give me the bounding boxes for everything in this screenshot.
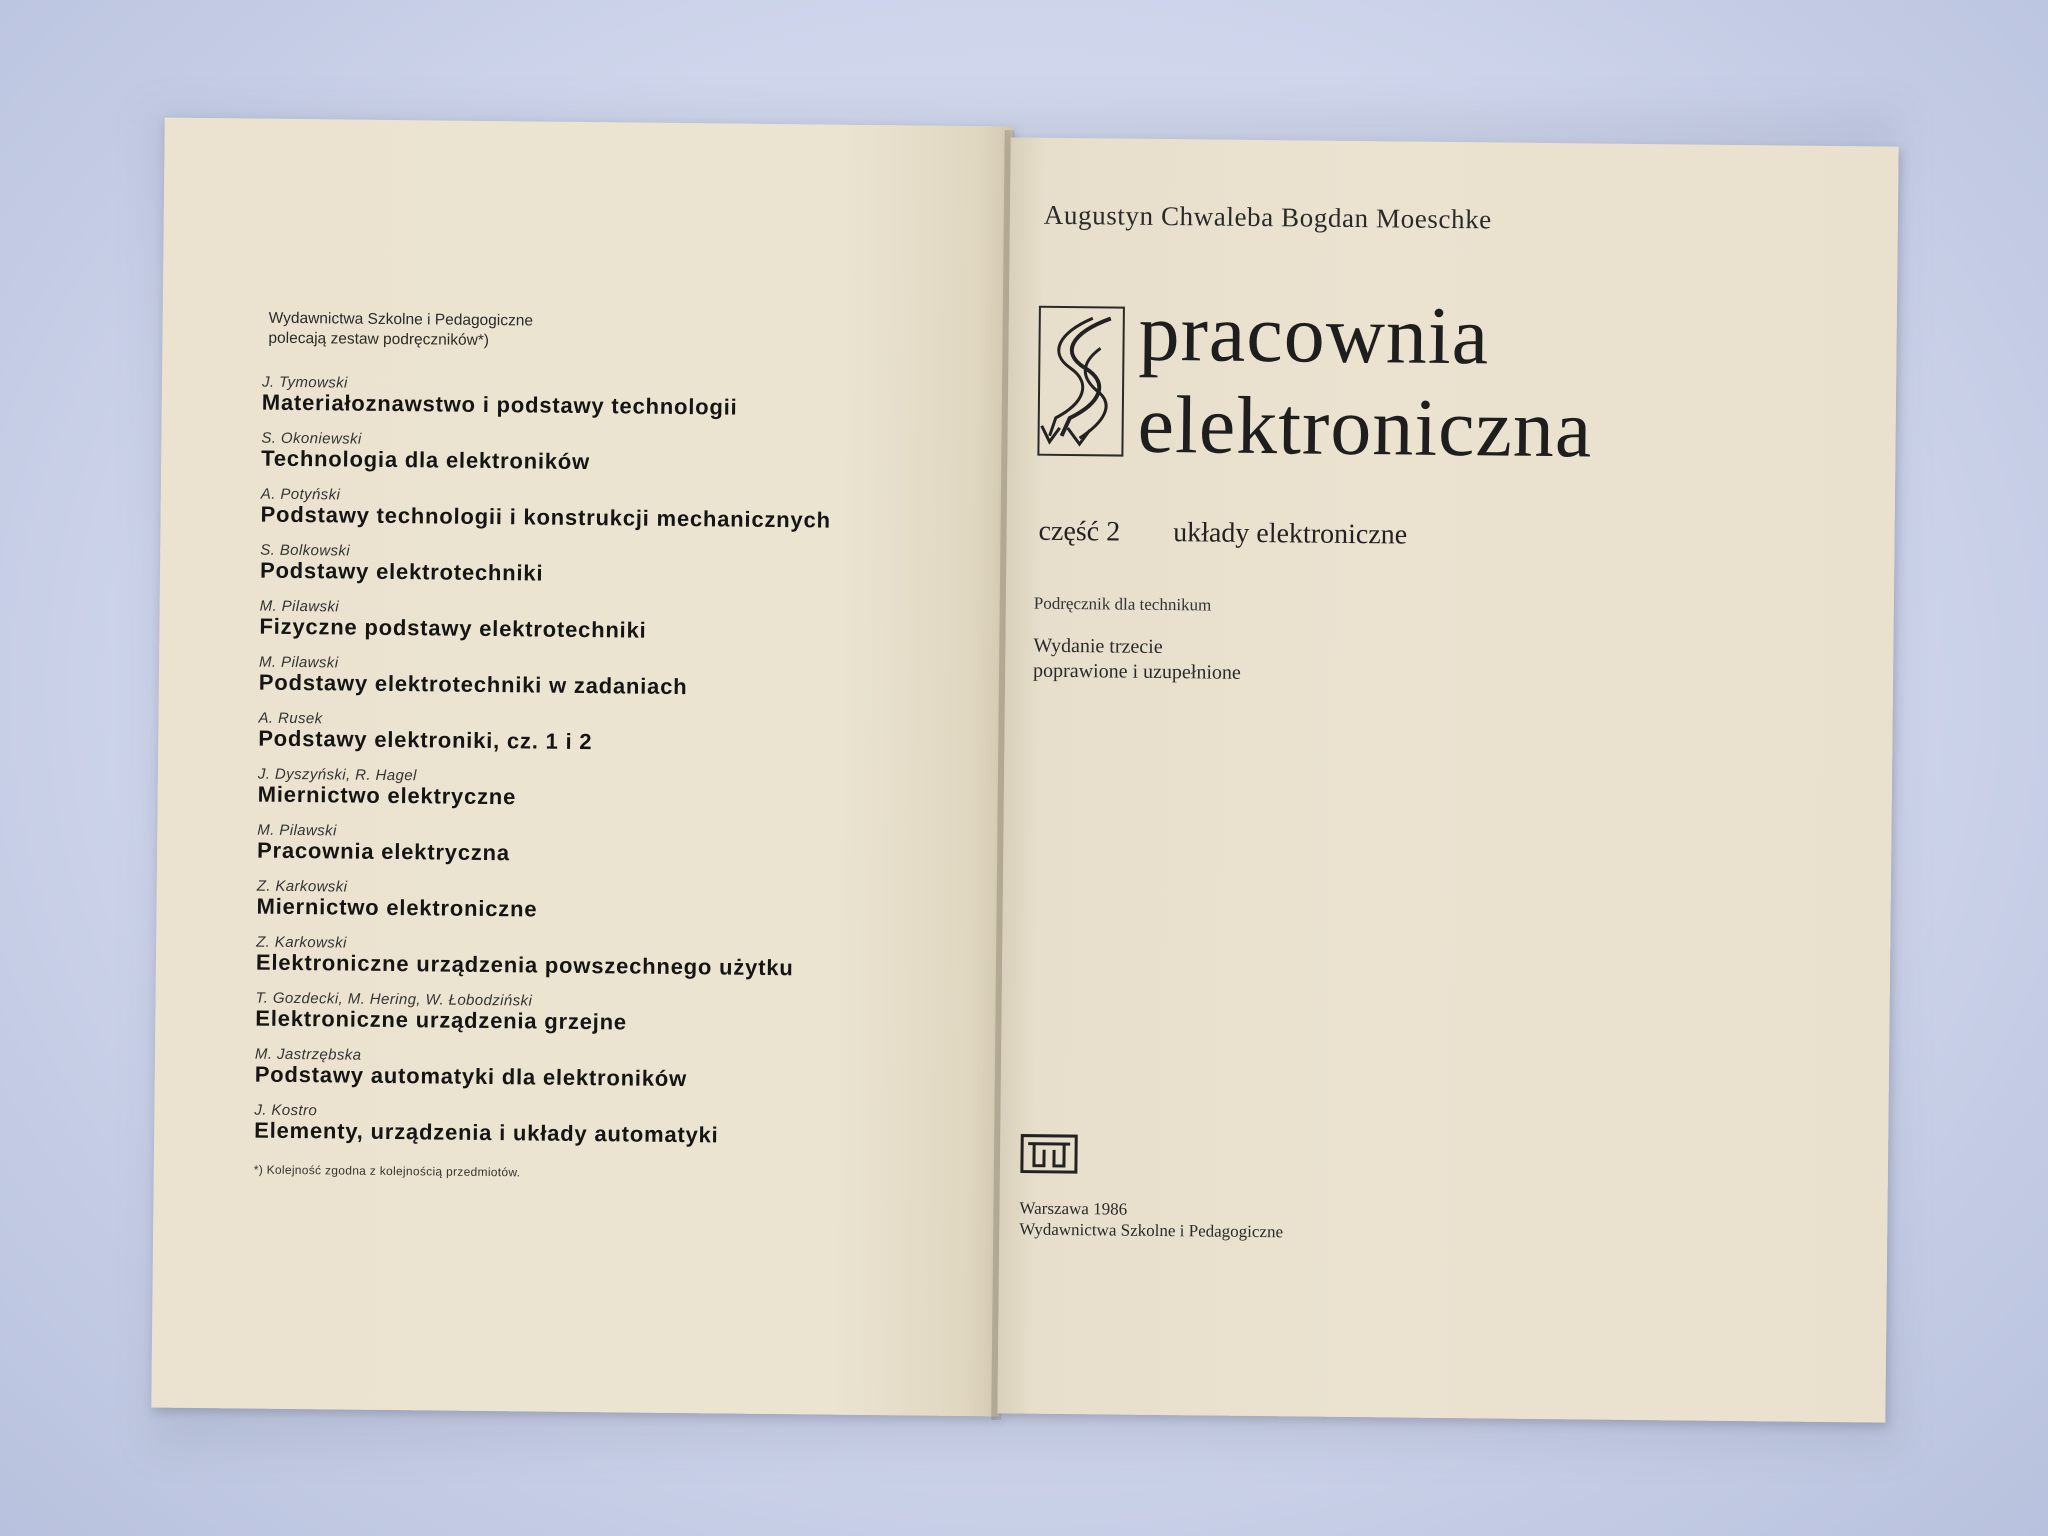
book-list [254,375,982,1150]
book-entry-author: Z. Karkowski [256,877,348,896]
intro-line: polecają zestaw podręczników*) [268,329,490,350]
title-line: elektroniczna [1137,378,1593,475]
wsip-book-logo-icon [1020,1134,1078,1175]
right-page [997,137,1898,1422]
book-entry [257,823,977,871]
publisher-intro [268,309,982,356]
intro-line: Wydawnictwa Szkolne i Pedagogiczne [268,309,534,330]
book-entry-title: Podstawy automatyki dla elektroników [254,1061,688,1092]
book-entry-title: Podstawy elektrotechniki [259,557,544,586]
book-entry [260,487,980,535]
book-entry-author: J. Dyszyński, R. Hagel [257,765,417,785]
edition-line: Wydanie trzecie [1033,634,1163,659]
book-entry-author: S. Bolkowski [260,541,351,560]
book-title [1137,287,1594,476]
book-entry [258,767,978,815]
book-entry-title: Elektroniczne urządzenia powszechnego użytku [255,949,794,981]
book-entry-author: M. Jastrzębska [254,1045,362,1064]
book-entry [256,935,976,983]
book-entry-title: Elementy, urządzenia i układy automatyki [254,1117,719,1148]
book-entry [254,1103,974,1151]
book-entry-title: Miernictwo elektroniczne [256,893,538,922]
book-entry-author: J. Kostro [254,1101,318,1120]
book-entry-title: Pracownia elektryczna [256,837,511,866]
book-entry-title: Podstawy technologii i konstrukcji mechanicznych [260,501,831,533]
part-number: część 2 [1038,515,1121,548]
left-page [151,118,1012,1417]
book-authors: Augustyn Chwaleba Bogdan Moeschke [1043,199,1493,235]
wavy-arrows-logo-icon [1037,306,1125,457]
edition-info [1033,634,1241,686]
book-entry [255,991,975,1039]
book-entry-author: A. Rusek [258,709,323,728]
book-entry-title: Materiałoznawstwo i podstawy technologii [261,389,738,420]
book-entry-author: M. Pilawski [257,821,337,840]
imprint [1019,1198,1283,1243]
book-entry [258,711,978,759]
imprint-publisher: Wydawnictwa Szkolne i Pedagogiczne [1019,1219,1284,1242]
book-entry-title: Technologia dla elektroników [261,445,591,475]
book-entry-author: S. Okoniewski [261,429,362,448]
book-entry-title: Podstawy elektrotechniki w zadaniach [258,669,688,700]
edition-line: poprawione i uzupełnione [1033,659,1241,684]
book-entry [259,599,979,647]
recommended-books-list [254,309,983,1184]
book-entry-title: Fizyczne podstawy elektrotechniki [259,613,647,643]
book-entry-author: M. Pilawski [258,653,339,672]
book-entry [259,655,979,703]
part-heading [1038,516,1407,552]
book-entry-author: M. Pilawski [259,597,340,616]
book-entry-author: A. Potyński [260,485,341,504]
book-entry [260,543,980,591]
book-entry-title: Elektroniczne urządzenia grzejne [255,1005,628,1035]
book-entry [255,1047,975,1095]
book-entry-title: Podstawy elektroniki, cz. 1 i 2 [258,725,593,755]
title-line: pracownia [1138,286,1490,382]
footnote: *) Kolejność zgodna z kolejnością przedmiotów. [253,1162,521,1180]
book-entry-author: J. Tymowski [261,373,348,392]
book-entry-author: T. Gozdecki, M. Hering, W. Łobodziński [255,989,533,1010]
book-entry-title: Miernictwo elektryczne [257,781,517,810]
imprint-city-year: Warszawa 1986 [1019,1198,1128,1219]
book-entry [261,431,981,479]
book-subtitle: Podręcznik dla technikum [1033,593,1212,615]
book-entry [262,375,982,423]
part-title: układy elektroniczne [1173,517,1408,551]
book-entry-author: Z. Karkowski [256,933,347,952]
book-entry [256,879,976,927]
